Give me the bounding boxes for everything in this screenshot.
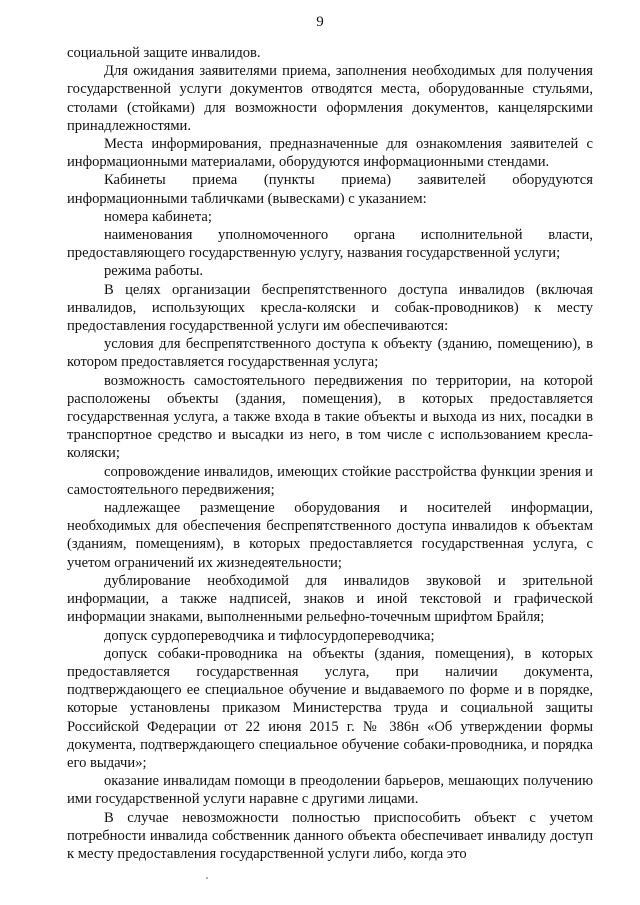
list-item: допуск сурдопереводчика и тифлосурдопереводчика; — [104, 627, 435, 644]
list-item: условия для беспрепятственного доступа к объекту (зданию, помещению), в котором предоставляется государственная услуга; — [67, 336, 593, 371]
paragraph: В целях организации беспрепятственного доступа инвалидов (включая инвалидов, использующих кресла-коляски и собак-проводников) к месту предоставления государственной услуги им обеспечиваются: — [67, 281, 593, 335]
list-item: допуск собаки-проводника на объекты (здания, помещения), в которых предоставляется государственная услуга, при наличии документа, подтверждающего ее специальное обучение и выдаваемого по форме и в порядке, которые установлены приказом Министерства труда и социальной защиты Российской Федерации от 22 июня 2015 г. № 386н «Об утверждении формы документа, подтверждающего специальное обучение собаки-проводника, и порядка его выдачи»; — [67, 645, 593, 771]
list-item: дублирование необходимой для инвалидов звуковой и зрительной информации, а также надписей, знаков и иной текстовой и графической информации знаками, выполненными рельефно-точечным шрифтом Брайля; — [67, 572, 593, 626]
list-item: надлежащее размещение оборудования и носителей информации, необходимых для обеспечения беспрепятственного доступа инвалидов к объектам (зданиям, помещениям), в которых предоставляется государственная услуга, с учетом ограничений их жизнедеятельности; — [67, 500, 593, 571]
list-item: наименования уполномоченного органа исполнительной власти, предоставляющего государственную услугу, названия государственной услуги; — [67, 227, 593, 262]
paragraph: Для ожидания заявителями приема, заполнения необходимых для получения государственной услуги документов отводятся места, оборудованные стульями, столами (стойками) для возможности оформления документов, канцелярскими принадлежностями. — [67, 63, 593, 134]
page-number: 9 — [316, 14, 324, 30]
document-body — [67, 44, 593, 863]
list-item: номера кабинета; — [104, 208, 212, 225]
paragraph: социальной защите инвалидов. — [67, 45, 261, 61]
list-item: возможность самостоятельного передвижения по территории, на которой расположены объекты (здания, помещения), в которых предоставляется государственная услуга, а также входа в такие объекты и выхода из них, посадки в транспортное средство и высадки из него, в том числе с использованием кресла-коляски; — [67, 372, 593, 462]
list-item: оказание инвалидам помощи в преодолении барьеров, мешающих получению ими государственной услуги наравне с другими лицами. — [67, 773, 593, 808]
list-item: режима работы. — [104, 263, 204, 280]
list-item: сопровождение инвалидов, имеющих стойкие расстройства функции зрения и самостоятельного передвижения; — [67, 463, 593, 498]
paragraph: В случае невозможности полностью приспособить объект с учетом потребности инвалида собственник данного объекта обеспечивает инвалиду доступ к месту предоставления государственной услуги либо, когда это — [67, 809, 593, 862]
paragraph: Кабинеты приема (пункты приема) заявителей оборудуются информационными табличками (вывесками) с указанием: — [67, 172, 593, 207]
paragraph: Места информирования, предназначенные для ознакомления заявителей с информационными материалами, оборудуются информационными стендами. — [67, 136, 593, 171]
scan-speck — [206, 877, 208, 879]
